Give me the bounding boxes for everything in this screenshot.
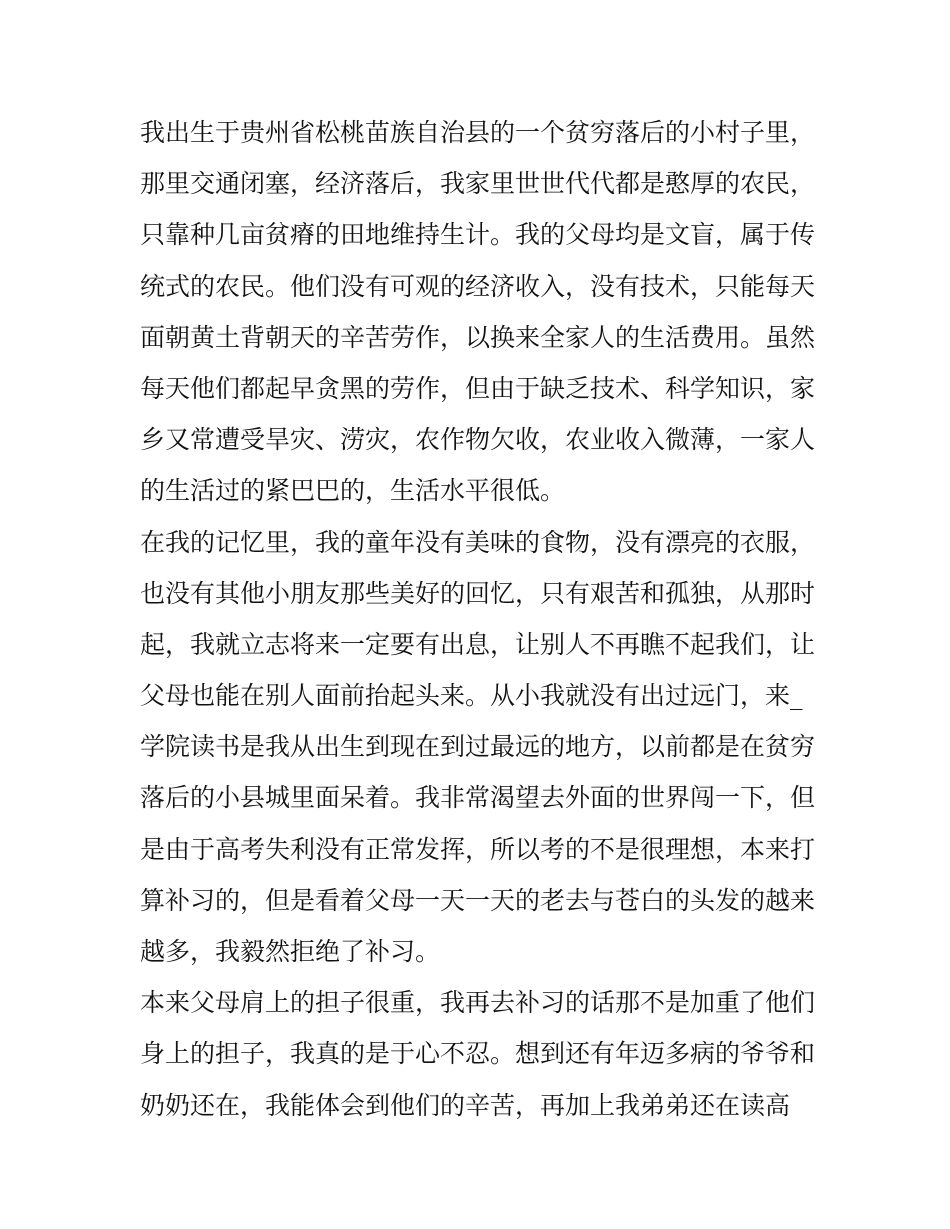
- text-line: 父母也能在别人面前抬起头来。从小我就没有出过远门，来_: [140, 681, 803, 711]
- text-line: 只靠种几亩贫瘠的田地维持生计。我的父母均是文盲，属于传: [140, 220, 816, 250]
- text-line: 落后的小县城里面呆着。我非常渴望去外面的世界闯一下，但: [140, 783, 816, 813]
- text-line: 的生活过的紧巴巴的，生活水平很低。: [140, 476, 566, 506]
- document-body: [140, 107, 820, 1131]
- text-line: 学院读书是我从出生到现在到过最远的地方，以前都是在贫穷: [140, 732, 816, 762]
- text-line: 面朝黄土背朝天的辛苦劳作，以换来全家人的生活费用。虽然: [140, 322, 816, 352]
- text-line: 本来父母肩上的担子很重，我再去补习的话那不是加重了他们: [140, 988, 816, 1018]
- text-line: 我出生于贵州省松桃苗族自治县的一个贫穷落后的小村子里，: [140, 118, 816, 147]
- text-line: 那里交通闭塞，经济落后，我家里世世代代都是憨厚的农民，: [140, 169, 816, 199]
- text-line: 身上的担子，我真的是于心不忍。想到还有年迈多病的爷爷和: [140, 1039, 816, 1069]
- text-line: 统式的农民。他们没有可观的经济收入，没有技术，只能每天: [140, 271, 816, 301]
- text-line: 越多，我毅然拒绝了补习。: [140, 937, 441, 966]
- text-line: 起，我就立志将来一定要有出息，让别人不再瞧不起我们，让: [140, 629, 816, 659]
- text-line: 算补习的，但是看着父母一天一天的老去与苍白的头发的越来: [140, 885, 816, 915]
- text-line: 是由于高考失利没有正常发挥，所以考的不是很理想，本来打: [140, 834, 816, 864]
- text-line: 每天他们都起早贪黑的劳作，但由于缺乏技术、科学知识，家: [140, 373, 816, 403]
- text-line: 在我的记忆里，我的童年没有美味的食物，没有漂亮的衣服，: [140, 527, 816, 557]
- text-line: 也没有其他小朋友那些美好的回忆，只有艰苦和孤独，从那时: [140, 578, 816, 608]
- text-line: 乡又常遭受旱灾、涝灾，农作物欠收，农业收入微薄，一家人: [140, 425, 816, 455]
- text-line: 奶奶还在，我能体会到他们的辛苦，再加上我弟弟还在读高: [140, 1090, 791, 1120]
